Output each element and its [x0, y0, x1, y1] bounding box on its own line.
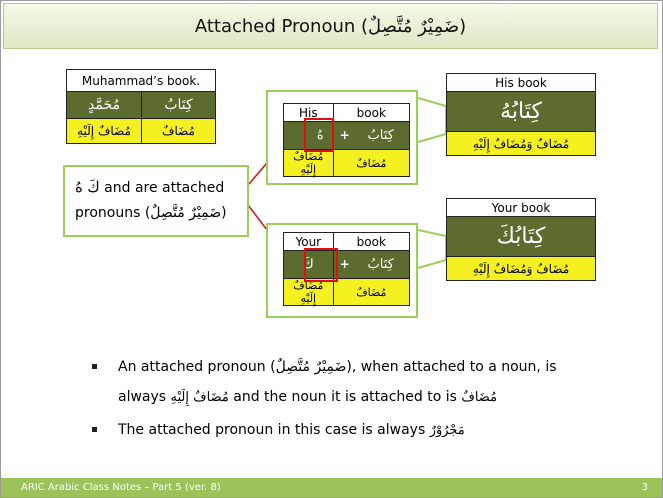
- cell-mudaf: مُضَافٌ: [333, 279, 409, 306]
- cell-mudaf-ilayhi: مُضَافٌ إِلَيْهِ: [284, 279, 334, 306]
- callout-attached-pronouns: [63, 165, 249, 237]
- bullet-1-mudaf: مُضَافٌ: [461, 390, 498, 405]
- table-his-book-result: [446, 73, 596, 156]
- green-arrow-his: [418, 98, 446, 142]
- noun-kitabu: كِتَابُ: [367, 128, 394, 143]
- table-his-book: [283, 103, 410, 177]
- cell-plus-kitabu: [333, 122, 409, 150]
- callout-letter-hu: هُ: [75, 178, 83, 196]
- cell-muhammadin: مُحَمَّدٍ: [67, 92, 142, 119]
- your-book-result-label: مُضَافٌ وَمُضَافٌ إِلَيْهِ: [447, 257, 596, 281]
- slide-footer: [1, 478, 662, 497]
- cell-mudaf: مُضَافٌ: [142, 119, 216, 144]
- plus-sign: +: [339, 257, 350, 271]
- his-book-result-label: مُضَافٌ وَمُضَافٌ إِلَيْهِ: [447, 132, 596, 156]
- bullet-item-1: [92, 354, 612, 411]
- cell-plus-kitabu: [333, 251, 409, 279]
- pronoun-hu: هُ: [316, 128, 324, 143]
- pronoun-ka: كَ: [302, 257, 314, 272]
- your-book-result-header: Your book: [447, 199, 596, 217]
- his-book-result-word: كِتَابُهُ: [447, 92, 596, 132]
- bullet-marker: [92, 427, 97, 432]
- header-book: book: [333, 104, 409, 122]
- bullet-2-text: The attached pronoun in this case is always: [118, 422, 430, 438]
- callout-and: and: [99, 180, 135, 196]
- his-book-result-header: His book: [447, 74, 596, 92]
- cell-kitabu: كِتَابُ: [142, 92, 216, 119]
- header-your: Your: [284, 233, 334, 251]
- cell-mudaf-ilayhi: مُضَافٌ إِلَيْهِ: [67, 119, 142, 144]
- page-number: 3: [641, 482, 648, 493]
- highlight-pronoun-ka: [304, 248, 338, 282]
- bullet-marker: [92, 364, 97, 369]
- bullet-list: [92, 354, 612, 444]
- callout-are-attached: are attached: [134, 180, 225, 196]
- bullet-item-2: [92, 417, 612, 444]
- header-book: book: [333, 233, 409, 251]
- callout-line-2: pronouns (ضَمِيْرٌ مُتَّصِلٌ): [75, 205, 227, 221]
- callout-letter-ka: كَ: [87, 178, 100, 196]
- bullet-1-line-1: An attached pronoun (ضَمِيْرٌ مُتَّصِلٌ), when attached to a noun, is: [118, 359, 557, 375]
- bullet-1-mudaf-ilayhi: مُضَافٌ إِلَيْهِ: [170, 390, 229, 405]
- highlight-pronoun-hu: [304, 118, 334, 152]
- callout-line-1: [75, 175, 247, 201]
- plus-sign: +: [339, 128, 350, 142]
- bullet-1-always: always: [118, 389, 171, 405]
- slide-title: Attached Pronoun (ضَمِيْرٌ مُتَّصِلٌ): [3, 3, 658, 49]
- noun-kitabu: كِتَابُ: [367, 257, 394, 272]
- footer-text: ARIC Arabic Class Notes – Part 5 (ver. 8): [21, 482, 221, 493]
- cell-mudaf-ilayhi: مُضَافٌ إِلَيْهِ: [284, 150, 334, 177]
- bullet-1-noun-attached: and the noun it is attached to is: [228, 389, 462, 405]
- bullet-2-majrur: مَجْرُوْرٌ: [429, 423, 465, 438]
- table-muhammads-book-header: Muhammad’s book.: [67, 70, 216, 92]
- table-your-book-result: [446, 198, 596, 281]
- green-arrow-your: [418, 230, 446, 268]
- cell-mudaf: مُضَافٌ: [333, 150, 409, 177]
- your-book-result-word: كِتَابُكَ: [447, 217, 596, 257]
- table-your-book: [283, 232, 410, 306]
- header-his: His: [284, 104, 334, 122]
- bullet-1-line-2: [118, 384, 612, 411]
